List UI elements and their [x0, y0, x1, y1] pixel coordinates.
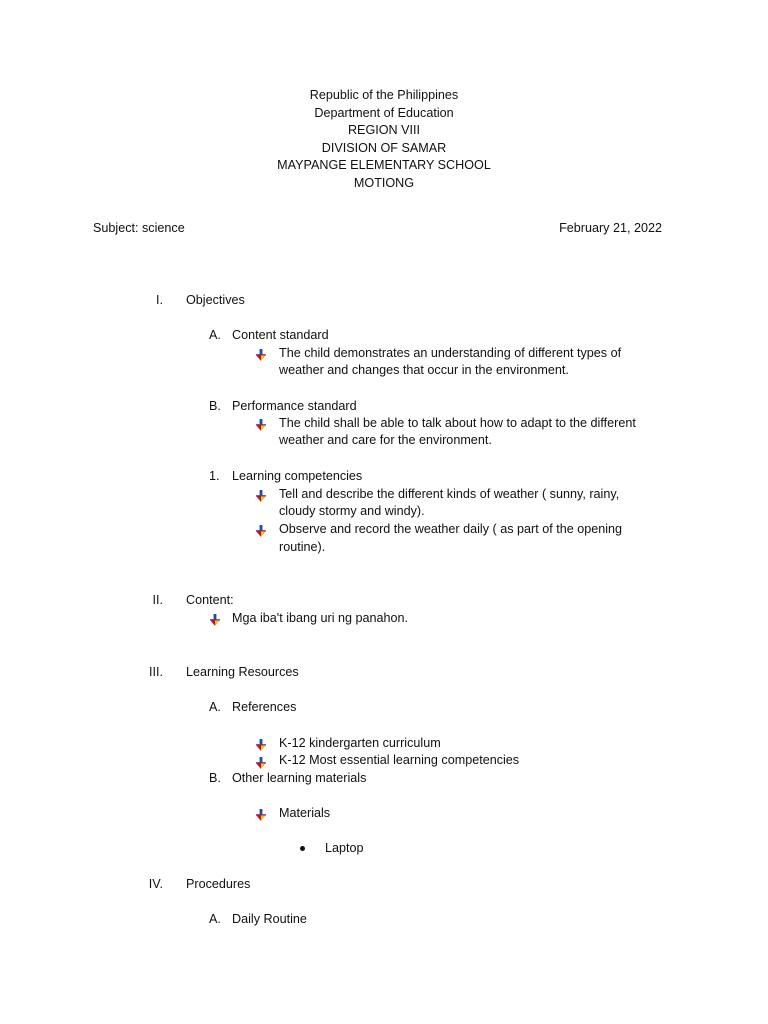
header-division: DIVISION OF SAMAR	[321, 141, 447, 155]
subsection-title-daily-routine: Daily Routine	[232, 912, 307, 926]
arrow-bullet-icon	[256, 349, 266, 361]
list-item-text: K-12 Most essential learning competencies	[279, 753, 520, 767]
arrow-bullet-icon	[256, 739, 266, 751]
list-item-text: The child shall be able to talk about how to adapt to the different	[279, 416, 636, 430]
subsection-title-learning-competencies: Learning competencies	[232, 469, 363, 483]
list-item-text: cloudy stormy and windy).	[279, 504, 425, 518]
subsection-number: B.	[209, 771, 221, 785]
list-item-text: K-12 kindergarten curriculum	[279, 736, 441, 750]
subsection-title-other-materials: Other learning materials	[232, 771, 367, 785]
list-item-text: The child demonstrates an understanding of different types of	[279, 346, 622, 360]
section-number: I.	[156, 293, 163, 307]
list-item-text: routine).	[279, 540, 326, 554]
list-item-text: Materials	[279, 806, 331, 820]
list-item-text: weather and changes that occur in the environment.	[279, 363, 569, 377]
section-number: III.	[149, 665, 163, 679]
subsection-title-content-standard: Content standard	[232, 328, 329, 342]
subsection-title-performance-standard: Performance standard	[232, 399, 357, 413]
section-number: IV.	[148, 877, 163, 891]
arrow-bullet-icon	[256, 757, 266, 769]
subsection-number: A.	[209, 912, 221, 926]
section-title-procedures: Procedures	[186, 877, 251, 891]
list-item-text: weather and care for the environment.	[279, 433, 492, 447]
subject-label: Subject: science	[93, 221, 185, 235]
header-school: MAYPANGE ELEMENTARY SCHOOL	[277, 158, 491, 172]
list-item-text: Mga iba't ibang uri ng panahon.	[232, 611, 409, 625]
list-item-text: Laptop	[325, 841, 364, 855]
header-republic: Republic of the Philippines	[309, 88, 459, 102]
list-item-text: Observe and record the weather daily ( as part of the opening	[279, 522, 623, 536]
arrow-bullet-icon	[210, 614, 220, 626]
header-location: MOTIONG	[353, 176, 415, 190]
subsection-number: A.	[209, 700, 221, 714]
arrow-bullet-icon	[256, 490, 266, 502]
section-title-content: Content:	[186, 593, 234, 607]
bullet-dot-icon	[300, 846, 305, 851]
subsection-number: 1.	[209, 469, 220, 483]
header-department: Department of Education	[314, 106, 454, 120]
arrow-bullet-icon	[256, 419, 266, 431]
list-item-text: Tell and describe the different kinds of weather ( sunny, rainy,	[279, 487, 620, 501]
section-title-learning-resources: Learning Resources	[186, 665, 299, 679]
section-number: II.	[152, 593, 163, 607]
section-title-objectives: Objectives	[186, 293, 245, 307]
lesson-date: February 21, 2022	[559, 221, 662, 235]
header-region: REGION VIII	[347, 123, 421, 137]
arrow-bullet-icon	[256, 809, 266, 821]
subsection-number: B.	[209, 399, 221, 413]
arrow-bullet-icon	[256, 525, 266, 537]
subsection-number: A.	[209, 328, 221, 342]
subsection-title-references: References	[232, 700, 297, 714]
